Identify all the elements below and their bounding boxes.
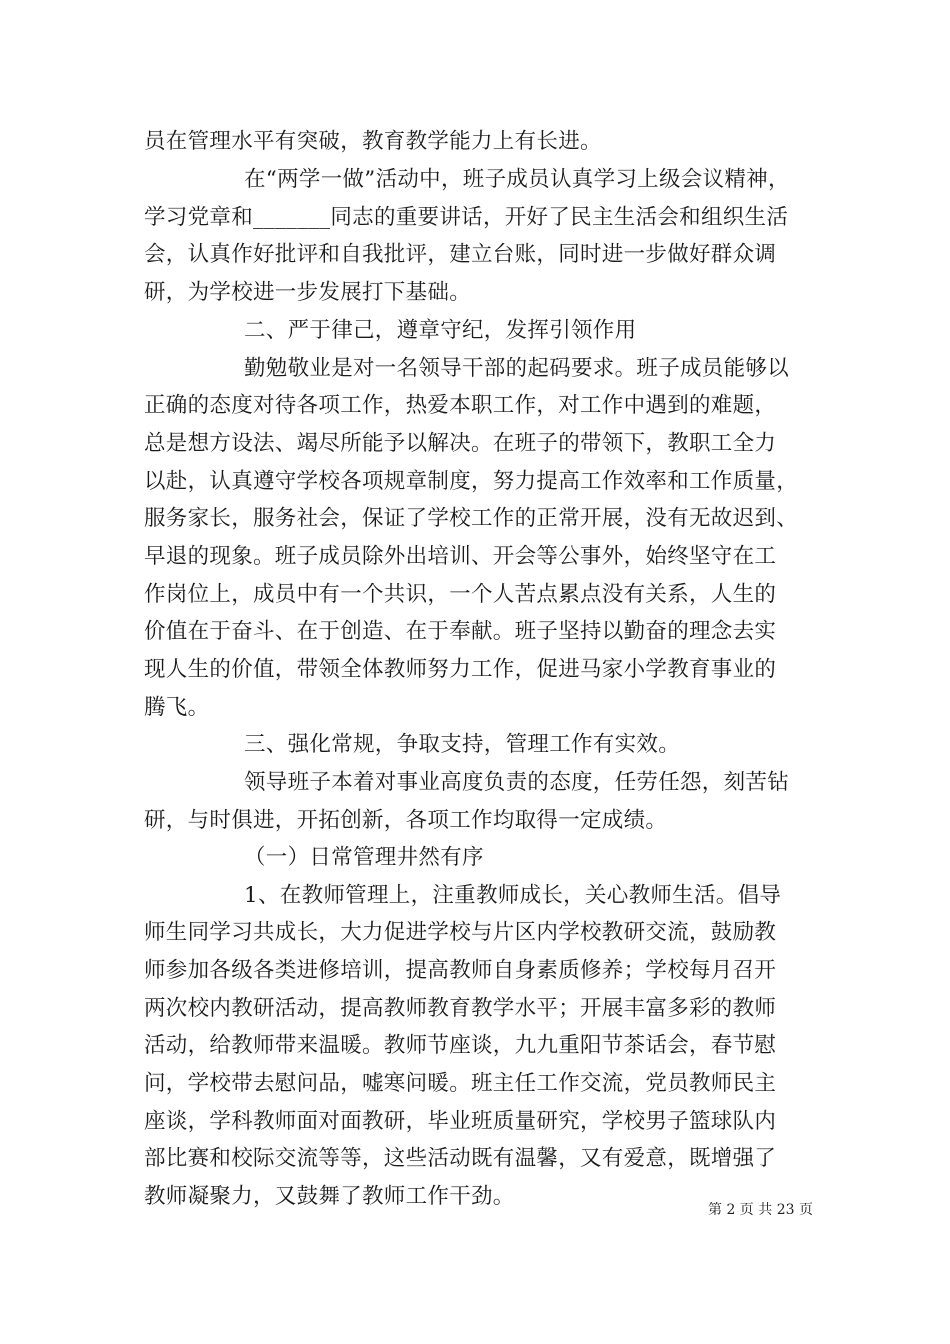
text-line: 腾飞。 bbox=[144, 695, 210, 720]
section-heading: 二、严于律己，遵章守纪，发挥引领作用 bbox=[244, 318, 637, 343]
text-line: 总是想方设法、竭尽所能予以解决。在班子的带领下，教职工全力 bbox=[144, 431, 777, 456]
subsection-heading: （一）日常管理井然有序 bbox=[244, 845, 484, 870]
text-line: 员在管理水平有突破，教育教学能力上有长进。 bbox=[144, 129, 602, 154]
section-heading: 三、强化常规，争取支持，管理工作有实效。 bbox=[244, 732, 681, 757]
text-line: 会，认真作好批评和自我批评，建立台账，同时进一步做好群众调 bbox=[144, 242, 777, 267]
text-line: 学习党章和_______同志的重要讲话，开好了民主生活会和组织生活 bbox=[144, 205, 789, 230]
text-line: 两次校内教研活动，提高教师教育教学水平；开展丰富多彩的教师 bbox=[144, 996, 777, 1021]
text-line: 研，与时俱进，开拓创新，各项工作均取得一定成绩。 bbox=[144, 808, 668, 833]
text-line: 部比赛和校际交流等等，这些活动既有温馨，又有爱意，既增强了 bbox=[144, 1146, 777, 1171]
text-line: 1、在教师管理上，注重教师成长，关心教师生活。倡导 bbox=[244, 883, 782, 908]
text-line: 服务家长，服务社会，保证了学校工作的正常开展，没有无故迟到、 bbox=[144, 506, 799, 531]
text-line: 现人生的价值，带领全体教师努力工作，促进马家小学教育事业的 bbox=[144, 657, 777, 682]
text-line: 座谈，学科教师面对面教研，毕业班质量研究，学校男子篮球队内 bbox=[144, 1109, 777, 1134]
text-line: 师生同学习共成长，大力促进学校与片区内学校教研交流，鼓励教 bbox=[144, 920, 777, 945]
text-line: 活动，给教师带来温暖。教师节座谈，九九重阳节茶话会，春节慰 bbox=[144, 1033, 777, 1058]
text-line: 正确的态度对待各项工作，热爱本职工作，对工作中遇到的难题， bbox=[144, 393, 777, 418]
text-line: 师参加各级各类进修培训，提高教师自身素质修养；学校每月召开 bbox=[144, 958, 777, 983]
text-line: 问，学校带去慰问品，嘘寒问暖。班主任工作交流，党员教师民主 bbox=[144, 1071, 777, 1096]
text-line: 价值在于奋斗、在于创造、在于奉献。班子坚持以勤奋的理念去实 bbox=[144, 619, 777, 644]
text-line: 领导班子本着对事业高度负责的态度，任劳任怨，刻苦钻 bbox=[244, 770, 790, 795]
text-line: 作岗位上，成员中有一个共识，一个人苦点累点没有关系，人生的 bbox=[144, 582, 777, 607]
text-line: 早退的现象。班子成员除外出培训、开会等公事外，始终坚守在工 bbox=[144, 544, 777, 569]
text-line: 以赴，认真遵守学校各项规章制度，努力提高工作效率和工作质量， bbox=[144, 469, 799, 494]
text-line: 在“两学一做”活动中，班子成员认真学习上级会议精神， bbox=[244, 167, 790, 192]
page-number: 第 2 页 共 23 页 bbox=[708, 1202, 813, 1218]
text-line: 勤勉敬业是对一名领导干部的起码要求。班子成员能够以 bbox=[244, 356, 790, 381]
text-line: 教师凝聚力，又鼓舞了教师工作干劲。 bbox=[144, 1184, 515, 1209]
text-line: 研，为学校进一步发展打下基础。 bbox=[144, 280, 472, 305]
